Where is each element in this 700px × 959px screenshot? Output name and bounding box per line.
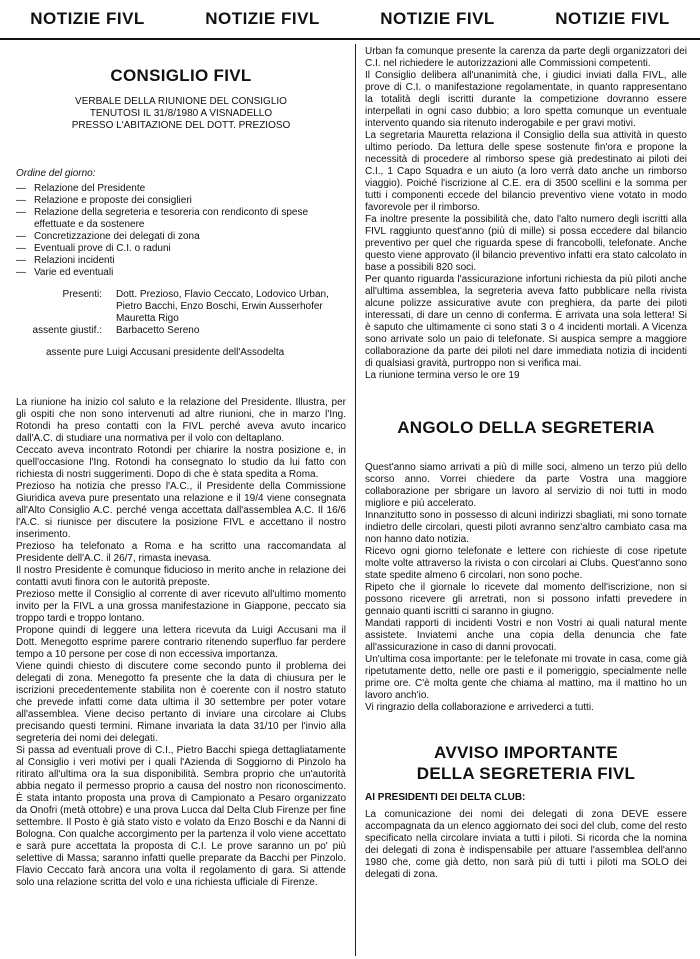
agenda-item: — Concretizzazione dei delegati di zona <box>16 231 200 242</box>
header-title: NOTIZIE FIVL <box>555 9 670 28</box>
body-paragraph: Quest'anno siamo arrivati a più di mille soci, almeno un terzo più dello scorso anno. Vorrei chiedere da parte Vostra una maggiore collaborazione per sbrigare un lavoro al servizio di noi tutti in modo migliore e più accelerato. <box>365 462 687 509</box>
left-column <box>16 46 346 954</box>
body-paragraph: Propone quindi di leggere una lettera ricevuta da Luigi Accusani ma il Dott. Menegotto esprime parere contrario ritenendo superfluo far perdere tempo a 10 persone per cose di non eccessiva importanza. <box>16 625 346 660</box>
avviso-title-line: DELLA SEGRETERIA FIVL <box>416 764 636 783</box>
header-band <box>0 0 700 40</box>
body-paragraph: La comunicazione dei nomi dei delegati di zona DEVE essere accompagnata da un elenco aggiornato dei soci del club, come del resto specificato nella circolare inviata a tutti i piloti. Si ricorda che la nomina dei delegati di zona è indispensabile per attuare l'assemblea dell'anno 1980 che, come già detto, non sarà più di tutti i piloti ma SOLO dei delegati di zona. <box>365 809 687 880</box>
agenda-list <box>16 183 346 279</box>
avviso-title-line: AVVISO IMPORTANTE <box>434 743 618 762</box>
assente-label: assente giustif.: <box>32 325 102 336</box>
body-paragraph: Ceccato aveva incontrato Rotondi per chiarire la nostra posizione e, in quell'occasione l'Ing. Rotondi ha consegnato lo studio da lui fatto con richiesta di nostri suggerimenti. Dopo di che è stata spedita a Roma. <box>16 445 346 480</box>
subtitle-line: TENUTOSI IL 31/8/1980 A VISNADELLO <box>89 108 273 119</box>
body-paragraph: Mandati rapporti di incidenti Vostri e non Vostri ai quali natural mente assistete. Inviatemi anche una copia della denuncia che fate all'assicurazione in caso di danni provocati. <box>365 618 687 653</box>
section-title-angolo: ANGOLO DELLA SEGRETERIA <box>397 418 655 437</box>
body-paragraph: Ricevo ogni giorno telefonate e lettere con richieste di cose ripetute molte volte attraverso la rivista o con circolari ai Clubs. Quest'anno sono state spedite almeno 6 circolari, non sono poche. <box>365 546 687 581</box>
body-paragraph: Un'ultima cosa importante: per le telefonate mi trovate in casa, come già ripetutamente detto, nelle ore pasti e il pomeriggio, specialmente nelle prime ore. C'è molta gente che chiama al mattino, ma il mattino ho un lavoro anch'io. <box>365 654 687 701</box>
subtitle-line: VERBALE DELLA RIUNIONE DEL CONSIGLIO <box>75 96 287 107</box>
agenda-item: — Varie ed eventuali <box>16 267 114 278</box>
body-paragraph: Il Consiglio delibera all'unanimità che, i giudici inviati dalla FIVL, alle prove di C.I. o manifestazione regolamentate, in quanto rappresentano la totalità degli iscritti durante la competizione dovranno essere interpellati in ogni caso dubbio; a loro spetta comunque un eventuale intervento quando sia ritenuto inderogabile e per gravi motivi. <box>365 70 687 129</box>
agenda-item-text: Relazioni incidenti <box>34 255 115 266</box>
body-paragraph: Innanzitutto sono in possesso di alcuni indirizzi sbagliati, mi sono tornate indietro delle circolari, questi piloti avranno senz'altro cambiato casa ma non hanno dato notizia. <box>365 510 687 545</box>
agenda-item: — Relazione del Presidente <box>16 183 146 194</box>
agenda-item: — Relazioni incidenti <box>16 255 115 266</box>
presenti-label: Presenti: <box>62 289 102 300</box>
body-paragraph: Prezioso ha telefonato a Roma e ha scritto una raccomandata al Presidente dell'A.C. il 26/7, rimasta inevasa. <box>16 541 346 564</box>
header-title: NOTIZIE FIVL <box>30 9 145 28</box>
presenti-names: Dott. Prezioso, Flavio Ceccato, Lodovico Urban, Pietro Bacchi, Enzo Boschi, Erwin Ausserhofer Mauretta Rigo <box>116 289 329 324</box>
agenda-item: — Eventuali prove di C.I. o raduni <box>16 243 171 254</box>
body-paragraph: Il nostro Presidente è comunque fiducioso in merito anche in relazione dei contatti avuti finora con le autorità preposte. <box>16 565 346 588</box>
agenda-item-text: Varie ed eventuali <box>34 267 114 278</box>
body-paragraph: La segretaria Mauretta relaziona il Consiglio della sua attività in questo ultimo periodo. Da lettura delle spese sostenute fin'ora e propone la necessità di procedere al rimborso spese già predestinato ai piloti dei C.I., 1 Capo Squadra e un aiuto (a loro verrà dato anche un rimborso viaggio). Poiché l'iscrizione al C.E. era di 3500 scellini e la somma per tutti i componenti eccede del bilancio preventivo viene votato in modo favorevole per il rimborso. <box>365 130 687 213</box>
presenti-row <box>16 289 346 325</box>
body-paragraph: Ripeto che il giornale lo ricevete dal momento dell'iscrizione, non si possono ricevere gli arretrati, non si possono infatti prevedere in gennaio quanti iscritti ci saranno in giugno. <box>365 582 687 617</box>
agenda-title: Ordine del giorno: <box>16 168 96 179</box>
body-paragraph: Prezioso mette il Consiglio al corrente di aver ricevuto all'ultimo momento invito per la FIVL a una grossa manifestazione in Giappone, peccato sia troppo tardi e troppo lontano. <box>16 589 346 624</box>
body-paragraph: La riunione ha inizio col saluto e la relazione del Presidente. Illustra, per gli ospiti che non sono intervenuti ad altre riunioni, che in marzo l'Ing. Rotondi ha preso contatti con la FIVL perché aveva avuto incarico dall'A.C. di studiare una normativa per il volo con deltaplano. <box>16 397 346 444</box>
header-title: NOTIZIE FIVL <box>205 9 320 28</box>
agenda-item-text: Eventuali prove di C.I. o raduni <box>34 243 171 254</box>
agenda-item-text: Relazione del Presidente <box>34 183 146 194</box>
body-paragraph: Urban fa comunque presente la carenza da parte degli organizzatori dei C.I. nel richiedere le autorizzazioni alle Commissioni competenti. <box>365 46 687 69</box>
body-paragraph: La riunione termina verso le ore 19 <box>365 370 520 381</box>
body-paragraph: Fa inoltre presente la possibilità che, dato l'alto numero degli iscritti alla FIVL raggiunto quest'anno (più di mille) si possa eccedere dal bilancio preventivo per quel che riguarda spese di francobolli, telefonate. Anche questo viene approvato (il bilancio preventivo infatti era stato calcolato in base a possibili 820 soci. <box>365 214 687 273</box>
attendance <box>16 289 346 337</box>
assente-names: Barbacetto Sereno <box>116 325 200 336</box>
body-paragraph: Si passa ad eventuali prove di C.I., Pietro Bacchi spiega dettagliatamente al Consiglio i veri motivi per i quali l'Azienda di Soggiorno di Pinzolo ha ritirato all'ultima ora la sua disponibilità. Sembra proprio che un'autorità abbia negato il permesso proprio a causa del nostro non riconoscimento. È stata intanto proposta una prova di Campionato a Pesaro organizzato da Onofri (metà ottobre) e una prova Lucca dal Delta Club Firenze per fine settembre. Il Posto è già stato visto e volato da Enzo Boschi e da Nanni di Bologna. Con qualche accorgimento per la partenza il volo viene accettato e sarà pure accettata la proposta di C.I. Le prove saranno un po' più selettive di Massa; saranno infatti quelle preparate da Bacchi per Pinzolo. Flavio Ceccato farà ancora una volta il regolamento di gara. Si attende solo una relazione scritta del volo e una richiesta ufficiale di Firenze. <box>16 745 346 888</box>
column-divider <box>355 44 356 956</box>
right-column <box>365 46 687 954</box>
agenda-item-text: Relazione e proposte dei consiglieri <box>34 195 192 206</box>
assente-pure: assente pure Luigi Accusani presidente dell'Assodelta <box>46 347 285 358</box>
section-title-avviso <box>365 742 687 784</box>
body-paragraph: Vi ringrazio della collaborazione e arrivederci a tutti. <box>365 702 594 713</box>
agenda-item: — Relazione della segreteria e tesoreria con rendiconto di spese effettuate e da sostenere <box>16 207 346 231</box>
avviso-subheading: AI PRESIDENTI DEI DELTA CLUB: <box>365 792 526 803</box>
assente-row <box>16 325 346 337</box>
agenda-item: — Relazione e proposte dei consiglieri <box>16 195 192 206</box>
article-title: CONSIGLIO FIVL <box>110 66 252 85</box>
agenda-item-text: Concretizzazione dei delegati di zona <box>34 231 200 242</box>
subtitle-line: PRESSO L'ABITAZIONE DEL DOTT. PREZIOSO <box>71 120 291 131</box>
body-paragraph: Viene quindi chiesto di discutere come secondo punto il problema dei delegati di zona. Menegotto fa presente che la data di chiusura per le iscrizioni precedentemente stabilita non è coerente con il nostro statuto che prevede infatti come data ultima il 30 settembre per poter votare all'assemblea. Viene deciso pertanto di inviare una circolare ai Clubs precisando questi termini. Rimane invariata la data 31/10 per l'invio alla segreteria dei nomi dei delegati. <box>16 661 346 744</box>
body-paragraph: Prezioso ha notizia che presso l'A.C., il Presidente della Commissione Giuridica aveva pure presentato una relazione e il 19/4 viene consegnata all'Alto Consiglio A.C. perché venga accettata dall'assemblea A.C. Il 16/6 l'A.C. si riunisce per discutere la posizione FIVL e accettano il nostro inserimento. <box>16 481 346 540</box>
article-subtitle <box>16 96 346 132</box>
header-title: NOTIZIE FIVL <box>380 9 495 28</box>
body-paragraph: Per quanto riguarda l'assicurazione infortuni richiesta da più piloti anche all'ultima assemblea, la segreteria aveva fatto pubblicare nella rivista alcune polizze assicurative avute con preghiera, da parte dei piloti interessati, di dare un cenno di conferma. È arrivata una sola lettera! Si è saputo che ultimamente ci sono stati 3 o 4 incidenti mortali. A Vicenza sono arrivate solo un paio di telefonate. Si auspica sempre a maggiore collaborazione da parte dei piloti nel dare immediata notizia di incidenti di qualsiasi gravità, purtroppo non si verifica mai. <box>365 274 687 369</box>
agenda-item-text: Relazione della segreteria e tesoreria con rendiconto di spese effettuate e da sostenere <box>34 207 309 230</box>
